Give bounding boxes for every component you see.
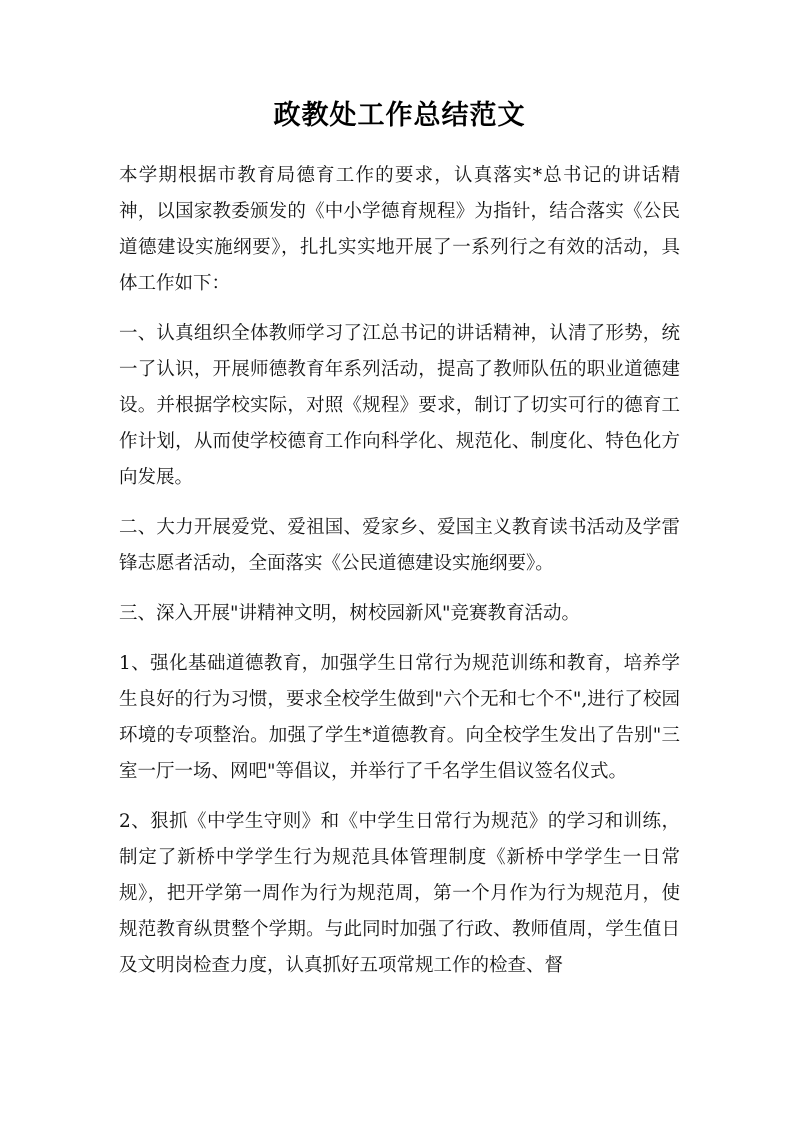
paragraph-item-2: 2、狠抓《中学生守则》和《中学生日常行为规范》的学习和训练，制定了新桥中学学生行为规范具体管理制度《新桥中学学生一日常规》，把开学第一周作为行为规范周，第一个月作为行为规范月，使规范教育纵贯整个学期。与此同时加强了行政、教师值周，学生值日及文明岗检查力度，认真抓好五项常规工作的检查、督 xyxy=(119,811,680,976)
paragraph-section-3: 三、深入开展"讲精神文明，树校园新风"竞赛教育活动。 xyxy=(119,603,581,624)
paragraph-intro: 本学期根据市教育局德育工作的要求，认真落实*总书记的讲话精神，以国家教委颁发的《中小学德育规程》为指针，结合落实《公民道德建设实施纲要》，扎扎实实地开展了一系列行之有效的活动，具体工作如下： xyxy=(119,165,680,294)
document-title: 政教处工作总结范文 xyxy=(273,100,526,131)
paragraph-item-1: 1、强化基础道德教育，加强学生日常行为规范训练和教育，培养学生良好的行为习惯，要求全校学生做到"六个无和七个不",进行了校园环境的专项整治。加强了学生*道德教育。向全校学生发出了告别"三室一厅一场、网吧"等倡议，并举行了千名学生倡议签名仪式。 xyxy=(119,653,680,782)
paragraph-section-2: 二、大力开展爱党、爱祖国、爱家乡、爱国主义教育读书活动及学雷锋志愿者活动，全面落实《公民道德建设实施纲要》。 xyxy=(119,517,680,574)
document-body xyxy=(119,158,680,984)
paragraph-section-1: 一、认真组织全体教师学习了江总书记的讲话精神，认清了形势，统一了认识，开展师德教育年系列活动，提高了教师队伍的职业道德建设。并根据学校实际，对照《规程》要求，制订了切实可行的德育工作计划，从而使学校德育工作向科学化、规范化、制度化、特色化方向发展。 xyxy=(119,323,680,488)
